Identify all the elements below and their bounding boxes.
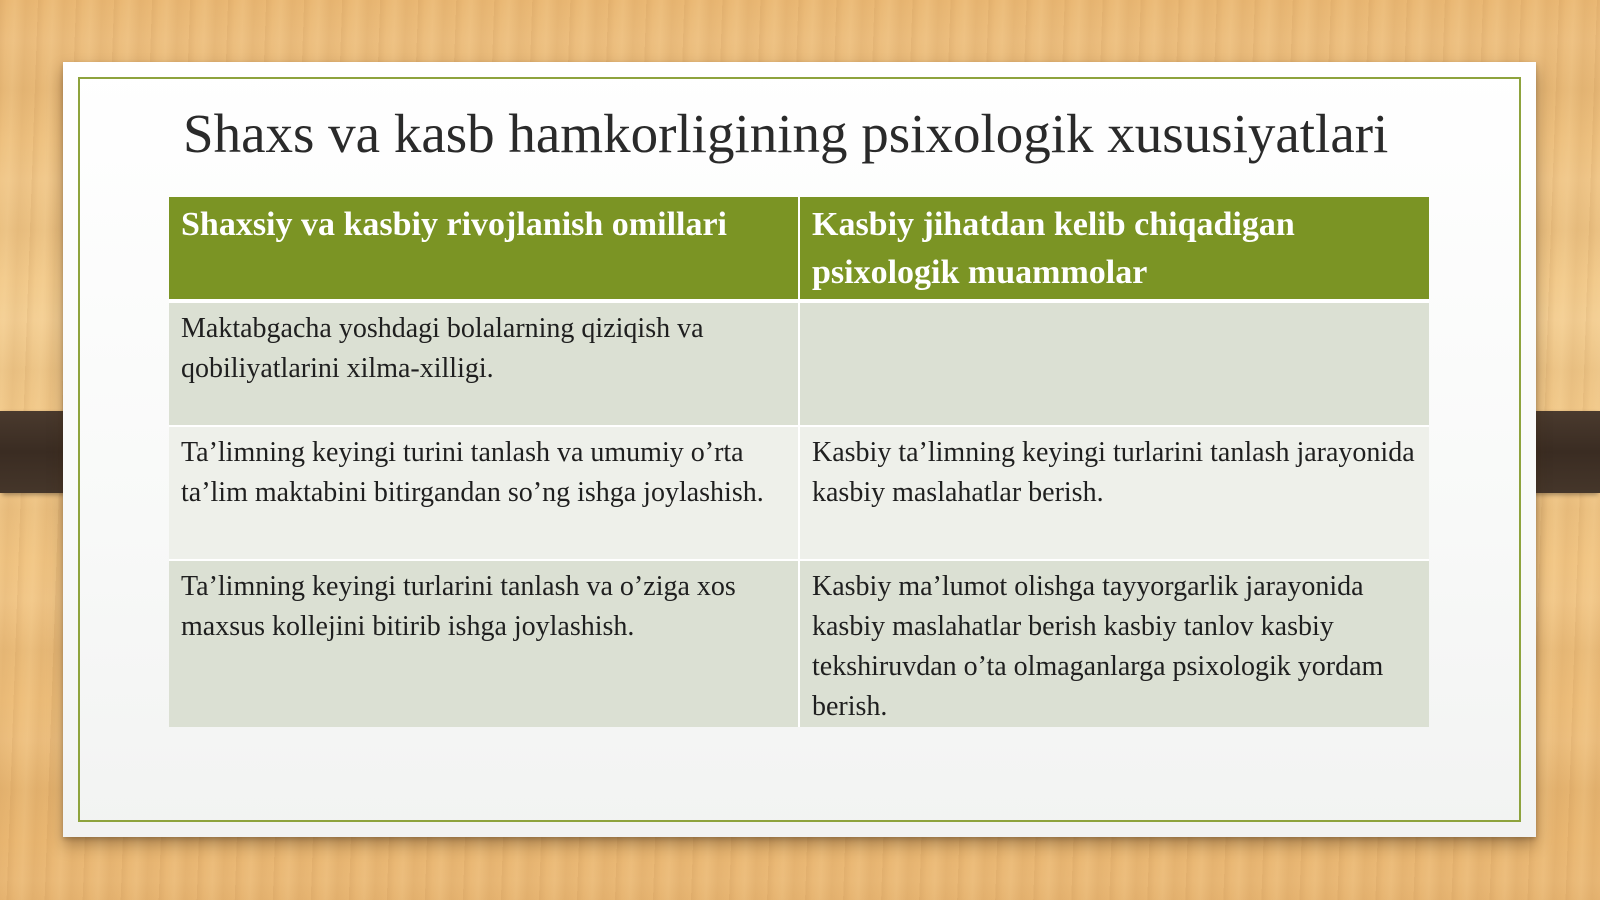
table-cell bbox=[799, 301, 1429, 426]
header-factors: Shaxsiy va kasbiy rivojlanish omillari bbox=[169, 197, 799, 301]
table-row bbox=[169, 301, 1429, 426]
slide-paper bbox=[63, 62, 1536, 837]
table-cell: Kasbiy ma’lumot olishga tayyorgarlik jarayonida kasbiy maslahatlar berish kasbiy tanlov kasbiy tekshiruvdan o’ta olmaganlarga psixologik yordam berish. bbox=[799, 560, 1429, 727]
slide-title: Shaxs va kasb hamkorligining psixologik xususiyatlari bbox=[183, 103, 1389, 164]
table-row bbox=[169, 560, 1429, 727]
table-header-row bbox=[169, 197, 1429, 301]
table-row bbox=[169, 426, 1429, 560]
table-cell: Maktabgacha yoshdagi bolalarning qiziqish va qobiliyatlarini xilma-xilligi. bbox=[169, 301, 799, 426]
table-cell: Kasbiy ta’limning keyingi turlarini tanlash jarayonida kasbiy maslahatlar berish. bbox=[799, 426, 1429, 560]
table-cell: Ta’limning keyingi turlarini tanlash va o’ziga xos maxsus kollejini bitirib ishga joylashish. bbox=[169, 560, 799, 727]
content-table bbox=[169, 197, 1429, 727]
header-problems: Kasbiy jihatdan kelib chiqadigan psixologik muammolar bbox=[799, 197, 1429, 301]
table-cell: Ta’limning keyingi turini tanlash va umumiy o’rta ta’lim maktabini bitirgandan so’ng ishga joylashish. bbox=[169, 426, 799, 560]
